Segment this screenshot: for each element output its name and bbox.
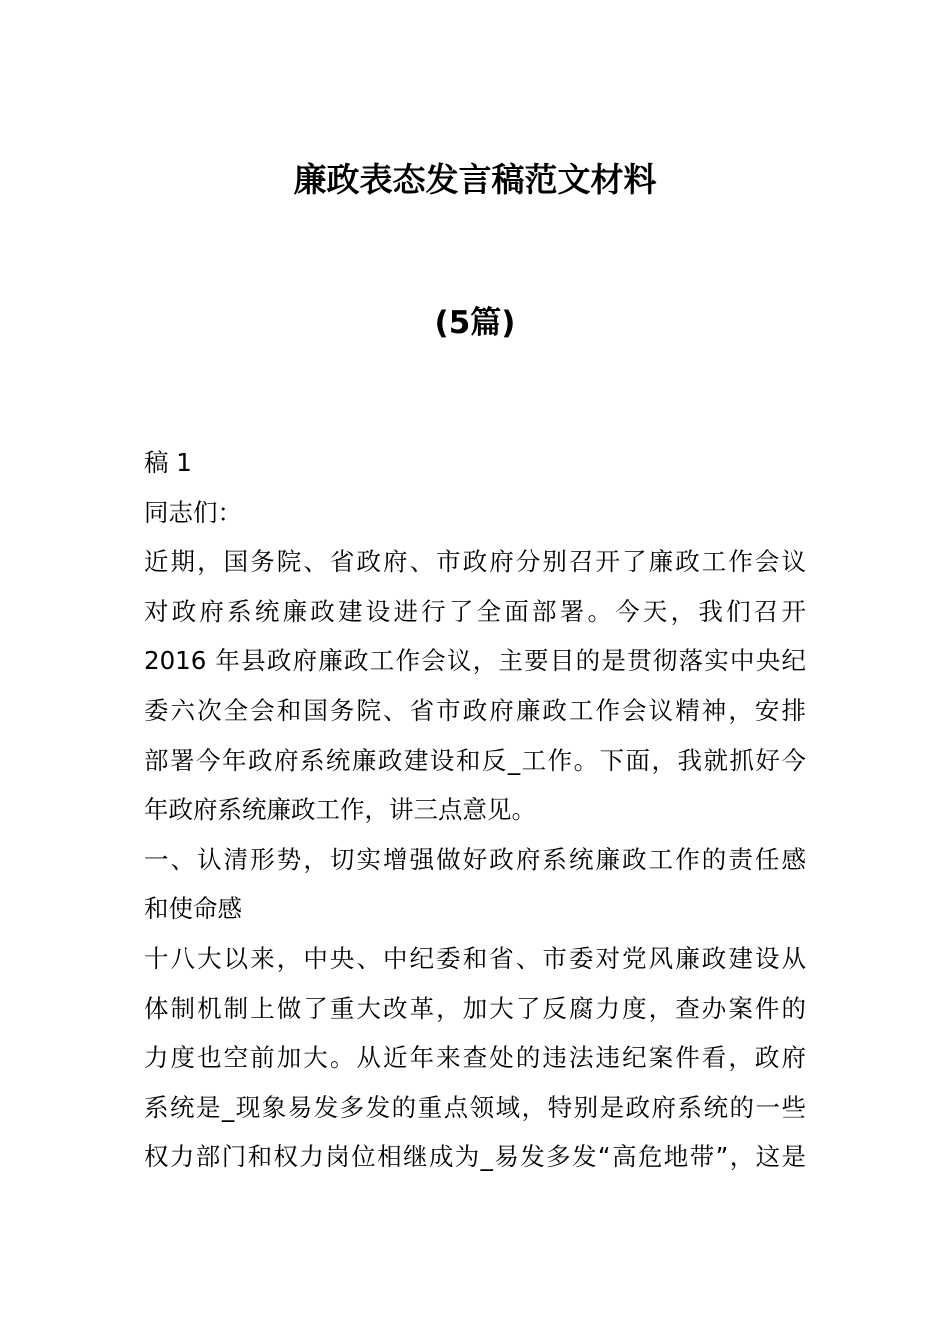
body-line: 系统是_现象易发多发的重点领域，特别是政府系统的一些 xyxy=(144,1092,806,1122)
body-line: 2016 年县政府廉政工作会议，主要目的是贯彻落实中央纪 xyxy=(144,646,806,676)
section-heading-line: 一、认清形势，切实增强做好政府系统廉政工作的责任感 xyxy=(144,844,806,874)
body-line: 年政府系统廉政工作，讲三点意见。 xyxy=(144,795,536,825)
document-subtitle: (5篇) xyxy=(434,305,516,341)
body-line: 对政府系统廉政建设进行了全面部署。今天，我们召开 xyxy=(144,596,806,626)
body-line: 十八大以来，中央、中纪委和省、市委对党风廉政建设从 xyxy=(144,943,806,973)
salutation: 同志们： xyxy=(144,497,242,527)
section-heading-line: 和使命感 xyxy=(144,894,242,924)
body-line: 部署今年政府系统廉政建设和反_工作。下面，我就抓好今 xyxy=(144,745,806,775)
body-line: 近期，国务院、省政府、市政府分别召开了廉政工作会议 xyxy=(144,547,806,577)
body-line: 力度也空前加大。从近年来查处的违法违纪案件看，政府 xyxy=(144,1043,806,1073)
document-body xyxy=(144,438,814,1182)
body-line: 体制机制上做了重大改革，加大了反腐力度，查办案件的 xyxy=(144,993,806,1023)
body-line: 委六次全会和国务院、省市政府廉政工作会议精神，安排 xyxy=(144,695,806,725)
section-label: 稿 1 xyxy=(144,448,192,477)
body-line: 权力部门和权力岗位相继成为_易发多发“高危地带”，这是 xyxy=(144,1142,806,1172)
document-title: 廉政表态发言稿范文材料 xyxy=(293,160,657,199)
